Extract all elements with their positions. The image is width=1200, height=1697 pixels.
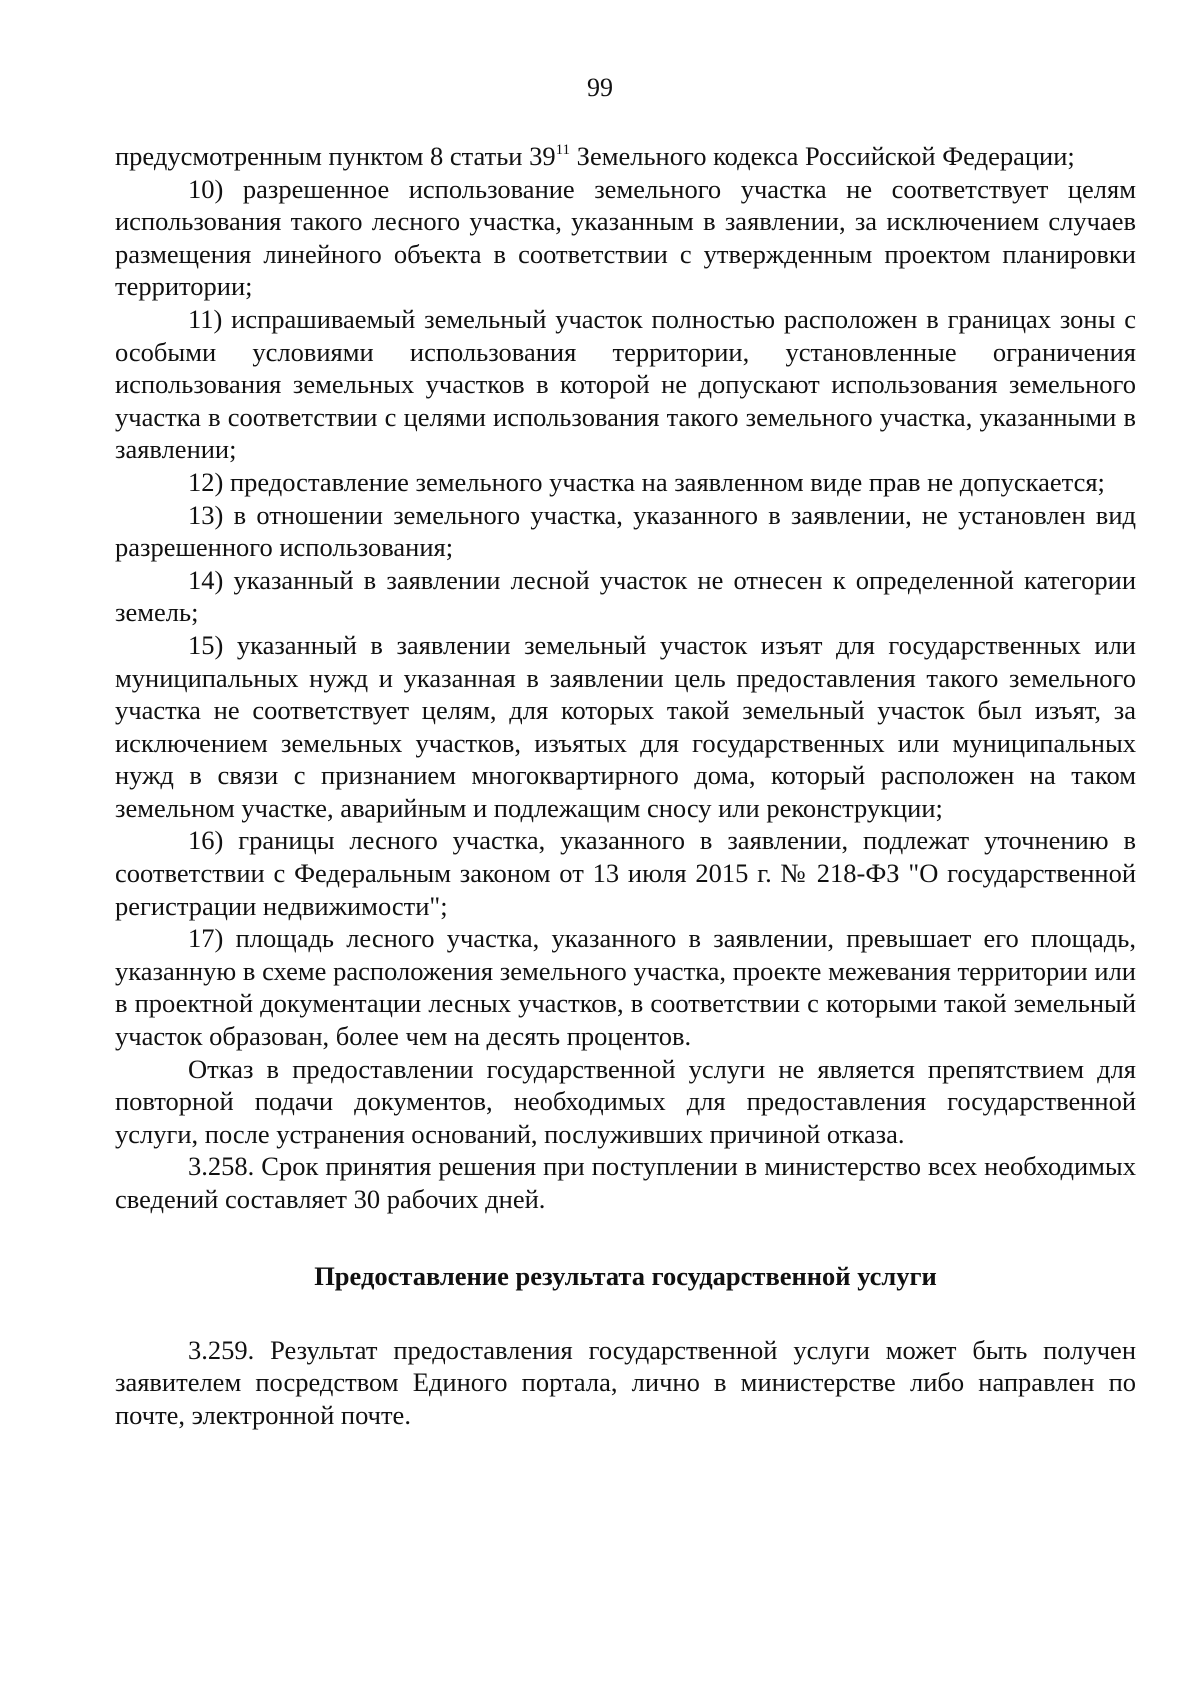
paragraph-3-258: 3.258. Срок принятия решения при поступлении в министерство всех необходимых сведений составляет 30 рабочих дней. [115,1151,1136,1214]
list-item-11: 11) испрашиваемый земельный участок полностью расположен в границах зоны с особыми условиями использования территории, установленные ограничения использования земельных участков в которой не допускают использования земельного участка в соответствии с целями использования такого земельного участка, указанными в заявлении; [115,303,1136,465]
list-item-14: 14) указанный в заявлении лесной участок не отнесен к определенной категории земель; [115,564,1136,628]
page-number: 99 [587,73,613,102]
list-item-16: 16) границы лесного участка, указанного в заявлении, подлежат уточнению в соответствии с Федеральным законом от 13 июля 2015 г. № 218-ФЗ "О государственной регистрации недвижимости"; [115,825,1136,921]
paragraph-continuation [115,140,1136,173]
paragraph-3-259: 3.259. Результат предоставления государственной услуги может быть получен заявителем посредством Единого портала, лично в министерстве либо направлен по почте, электронной почте. [115,1334,1136,1430]
list-item-12: 12) предоставление земельного участка на заявленном виде прав не допускается; [188,466,1105,497]
paragraph-text: Земельного кодекса Российской Федерации; [570,141,1075,171]
list-item-17: 17) площадь лесного участка, указанного в заявлении, превышает его площадь, указанную в схеме расположения земельного участка, проекте межевания территории или в проектной документации лесных участков, в соответствии с которыми такой земельный участок образован, более чем на десять процентов. [115,923,1136,1052]
list-item-13: 13) в отношении земельного участка, указанного в заявлении, не установлен вид разрешенного использования; [115,499,1136,563]
superscript: 11 [555,142,571,158]
list-item-10: 10) разрешенное использование земельного участка не соответствует целям использования такого лесного участка, указанным в заявлении, за исключением случаев размещения линейного объекта в соответствии с утвержденным проектом планировки территории; [115,173,1136,302]
document-body [115,140,1136,1431]
section-heading: Предоставление результата государственной услуги [314,1260,937,1291]
paragraph-text: предусмотренным пунктом 8 статьи 39 [115,141,556,171]
list-item-15: 15) указанный в заявлении земельный участок изъят для государственных или муниципальных нужд и указанная в заявлении цель предоставления такого земельного участка не соответствует целям, для которых такой земельный участок был изъят, за исключением земельных участков, изъятых для государственных или муниципальных нужд в связи с признанием многоквартирного дома, который расположен на таком земельном участке, аварийным и подлежащим сносу или реконструкции; [115,629,1136,823]
paragraph-refusal: Отказ в предоставлении государственной услуги не является препятствием для повторной подачи документов, необходимых для предоставления государственной услуги, после устранения оснований, послуживших причиной отказа. [115,1053,1136,1149]
